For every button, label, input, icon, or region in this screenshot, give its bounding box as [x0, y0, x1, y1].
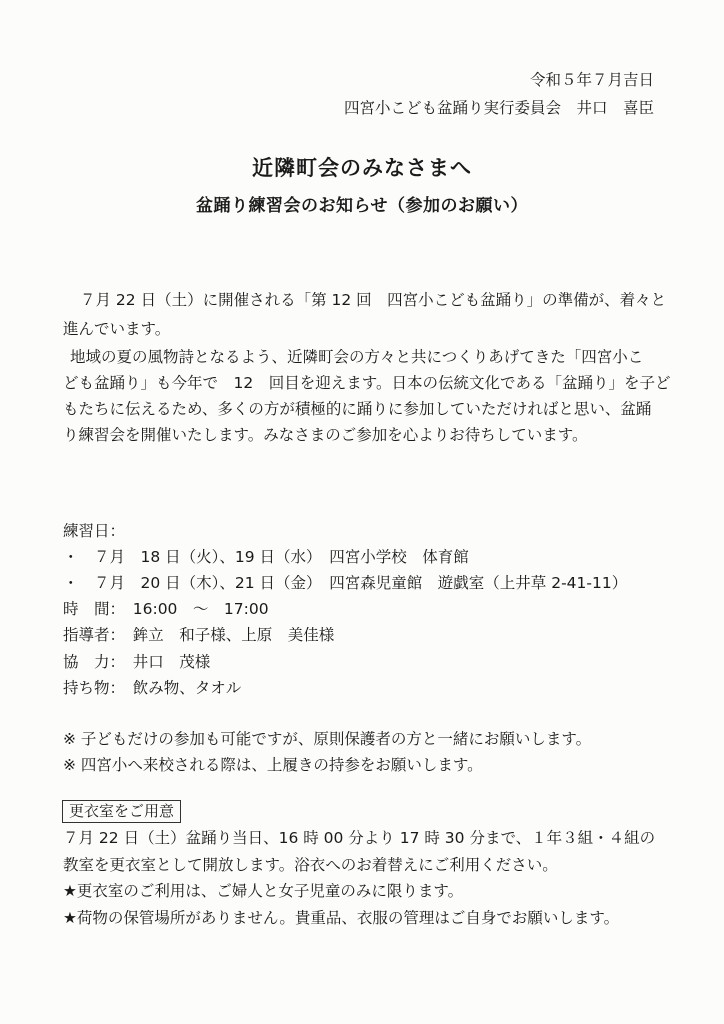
changing-room-line: ★荷物の保管場所がありません。貴重品、衣服の管理はご自身でお願いします。	[63, 909, 620, 927]
practice-date: ・ ７月 20 日（木）、21 日（金） 四宮森児童館 遊戯室（上井草 2-41-11）	[63, 574, 628, 592]
belongings-line: 持ち物： 飲み物、タオル	[63, 679, 242, 697]
intro-line: もたちに伝えるため、多くの方が積極的に踊りに参加していただければと思い、盆踊	[63, 400, 652, 418]
note-line: ※ 子どもだけの参加も可能ですが、原則保護者の方と一緒にお願いします。	[63, 730, 592, 748]
intro-line: 進んでいます。	[63, 320, 171, 338]
time-line: 時 間： 16:00 ～ 17:00	[63, 600, 269, 618]
changing-room-line: 教室を更衣室として開放します。浴衣へのお着替えにご利用ください。	[63, 856, 558, 874]
instructors-line: 指導者： 鉾立 和子様、上原 美佳様	[63, 626, 335, 644]
intro-line: ども盆踊り」も今年で 12 回目を迎えます。日本の伝統文化である「盆踊り」を子ど	[63, 374, 671, 392]
page-title: 近隣町会のみなさまへ	[252, 156, 472, 180]
changing-room-heading: 更衣室をご用意	[62, 800, 181, 823]
note-line: ※ 四宮小へ来校される際は、上履きの持参をお願いします。	[63, 756, 483, 774]
practice-date: ・ ７月 18 日（火）、19 日（水） 四宮小学校 体育館	[63, 548, 469, 566]
cooperation-line: 協 力： 井口 茂様	[63, 653, 211, 671]
practice-label: 練習日：	[63, 522, 126, 540]
date-line: 令和５年７月吉日	[529, 71, 654, 89]
intro-line: り練習会を開催いたします。みなさまのご参加を心よりお待ちしています。	[63, 426, 588, 444]
intro-line: ７月 22 日（土）に開催される「第 12 回 四宮小こども盆踊り」の準備が、着々と	[80, 291, 667, 309]
page-subtitle: 盆踊り練習会のお知らせ（参加のお願い）	[196, 196, 528, 216]
sender-line: 四宮小こども盆踊り実行委員会 井口 喜臣	[343, 99, 654, 117]
changing-room-line: ７月 22 日（土）盆踊り当日、16 時 00 分より 17 時 30 分まで、１年３組・４組の	[63, 829, 656, 847]
intro-line: 地域の夏の風物詩となるよう、近隣町会の方々と共につくりあげてきた「四宮小こ	[70, 348, 644, 366]
changing-room-line: ★更衣室のご利用は、ご婦人と女子児童のみに限ります。	[63, 882, 464, 900]
